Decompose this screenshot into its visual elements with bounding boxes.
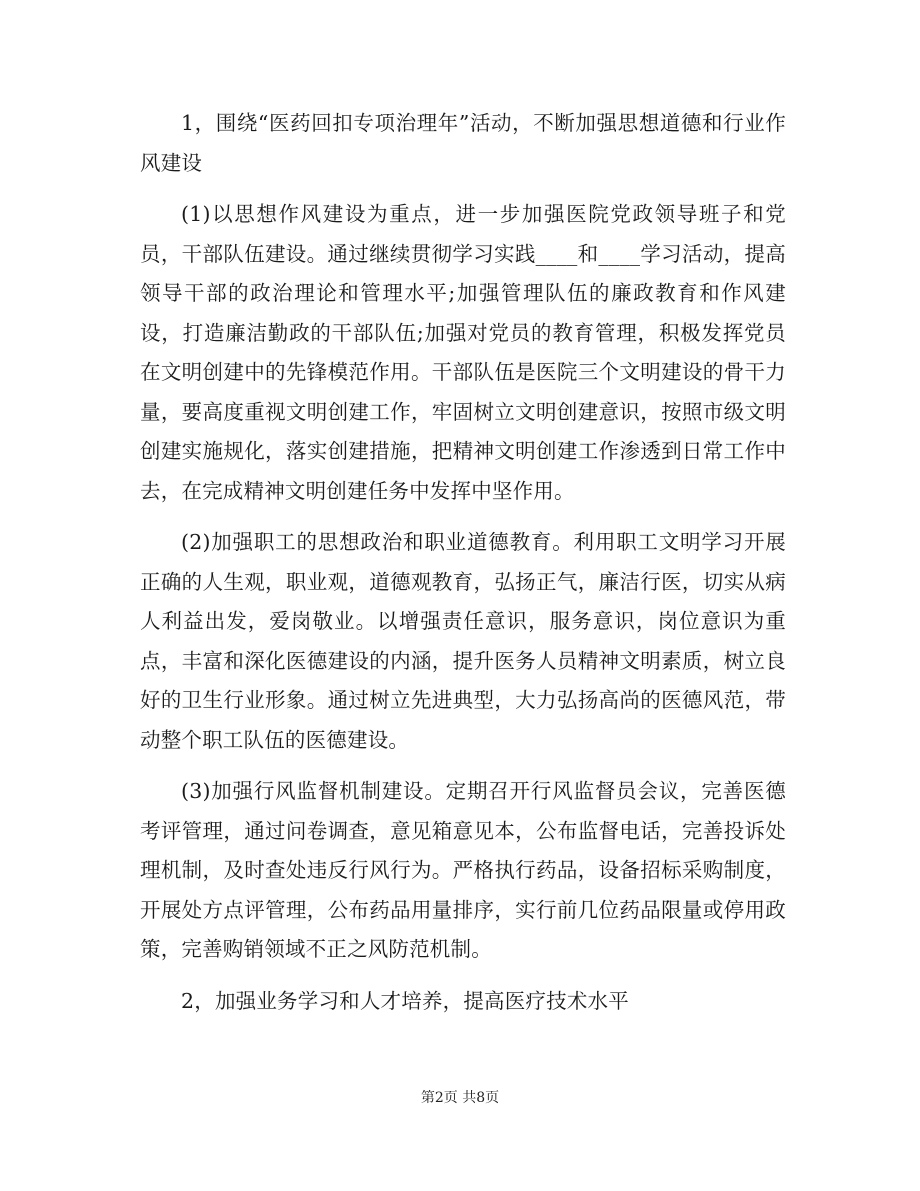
section-heading-2: 2，加强业务学习和人才培养，提高医疗技术水平: [181, 988, 629, 1013]
document-body: [140, 104, 786, 1033]
section-heading-1: 1，围绕“医药回扣专项治理年”活动，不断加强思想道德和行业作风建设: [140, 111, 786, 175]
paragraph-1: (1)以思想作风建设为重点，进一步加强医院党政领导班子和党员，干部队伍建设。通过继续贯彻学习实践____和____学习活动，提高领导干部的政治理论和管理水平;加强管理队伍的廉政教育和作风建设，打造廉洁勤政的干部队伍;加强对党员的教育管理，积极发挥党员在文明创建中的先锋模范作用。干部队伍是医院三个文明建设的骨干力量，要高度重视文明创建工作，牢固树立文明创建意识，按照市级文明创建实施规化，落实创建措施，把精神文明创建工作渗透到日常工作中去，在完成精神文明创建任务中发挥中坚作用。: [140, 202, 786, 503]
paragraph-3: (3)加强行风监督机制建设。定期召开行风监督员会议，完善医德考评管理，通过问卷调查，意见箱意见本，公布监督电话，完善投诉处理机制，及时查处违反行风行为。严格执行药品，设备招标采购制度，开展处方点评管理，公布药品用量排序，实行前几位药品限量或停用政策，完善购销领域不正之风防范机制。: [140, 779, 786, 961]
page-number-footer: 第2页 共8页: [420, 1090, 500, 1106]
paragraph-2: (2)加强职工的思想政治和职业道德教育。利用职工文明学习开展正确的人生观，职业观，道德观教育，弘扬正气，廉洁行医，切实从病人利益出发，爱岗敬业。以增强责任意识，服务意识，岗位意识为重点，丰富和深化医德建设的内涵，提升医务人员精神文明素质，树立良好的卫生行业形象。通过树立先进典型，大力弘扬高尚的医德风范，带动整个职工队伍的医德建设。: [140, 530, 786, 752]
